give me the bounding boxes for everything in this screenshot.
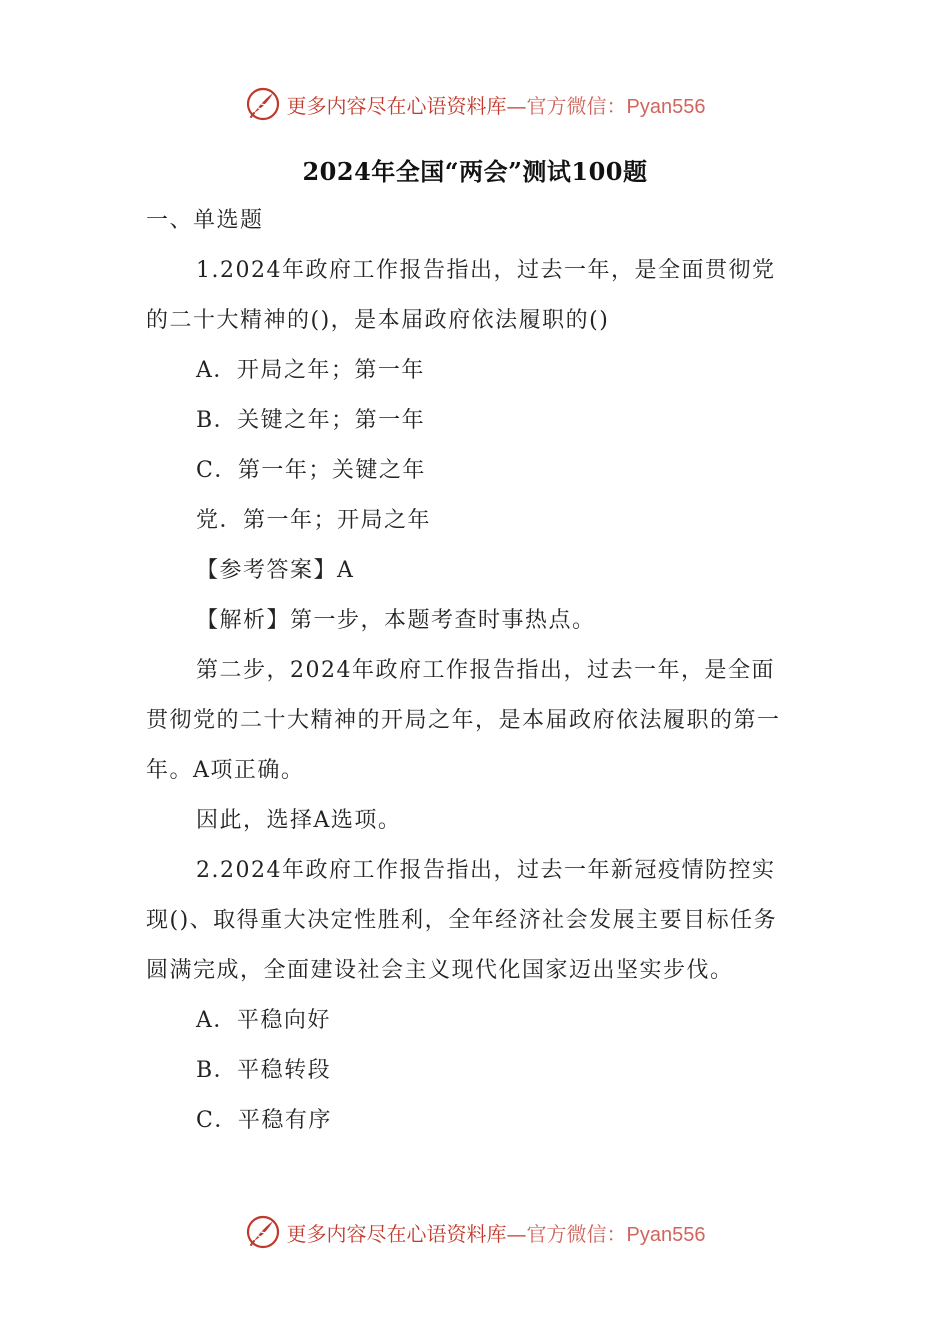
question-1-option-d: 党．第一年；开局之年 xyxy=(196,508,432,533)
header-banner xyxy=(0,84,950,124)
question-2-option-b: B．平稳转段 xyxy=(196,1058,332,1083)
question-2-option-c: C．平稳有序 xyxy=(196,1108,332,1133)
feather-pen-icon xyxy=(245,1214,281,1250)
feather-pen-icon xyxy=(245,86,281,122)
question-2-option-a: A．平稳向好 xyxy=(196,1008,331,1033)
question-1-stem: 1.2024年政府工作报告指出，过去一年，是全面贯彻党的二十大精神的()，是本届政府依法履职的() xyxy=(146,258,776,333)
question-1-step2: 第二步，2024年政府工作报告指出，过去一年，是全面贯彻党的二十大精神的开局之年，是本届政府依法履职的第一年。A项正确。 xyxy=(146,658,781,783)
question-2-stem: 2.2024年政府工作报告指出，过去一年新冠疫情防控实现()、取得重大决定性胜利，全年经济社会发展主要目标任务圆满完成，全面建设社会主义现代化国家迈出坚实步伐。 xyxy=(146,858,778,983)
banner-text: 更多内容尽在心语资料库— xyxy=(286,1221,527,1246)
footer-banner xyxy=(0,1212,950,1252)
banner-wechat: 官方微信：Pyan556 xyxy=(526,1223,706,1246)
document-body xyxy=(146,196,796,1146)
question-1-conclusion: 因此，选择A选项。 xyxy=(196,808,402,833)
question-1-option-c: C．第一年；关键之年 xyxy=(196,458,426,483)
document-title: 2024年全国“两会”测试100题 xyxy=(302,157,648,186)
question-1-option-b: B．关键之年；第一年 xyxy=(196,408,426,433)
question-1-answer: 【参考答案】A xyxy=(196,558,355,583)
banner-text: 更多内容尽在心语资料库— xyxy=(286,93,527,118)
question-1-option-a: A．开局之年；第一年 xyxy=(196,358,425,383)
question-1-analysis: 【解析】第一步，本题考查时事热点。 xyxy=(196,608,596,633)
section-heading: 一、单选题 xyxy=(146,208,264,233)
banner-wechat: 官方微信：Pyan556 xyxy=(526,95,706,118)
